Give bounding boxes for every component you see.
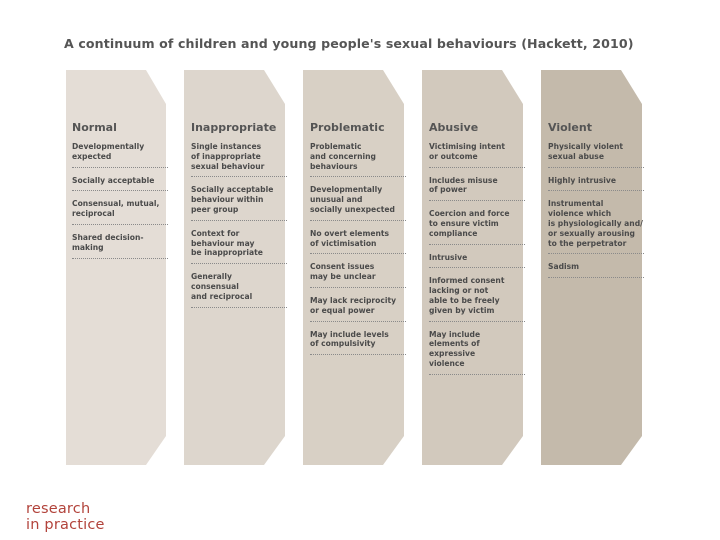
column-normal	[72, 121, 168, 267]
list-item: May lack reciprocity or equal power	[310, 296, 406, 322]
list-item: Socially acceptable behaviour within peer group	[191, 185, 287, 220]
list-item: Coercion and force to ensure victim compliance	[429, 209, 525, 244]
diagram-title: A continuum of children and young people's sexual behaviours (Hackett, 2010)	[64, 36, 634, 51]
column-heading: Inappropriate	[191, 121, 277, 134]
list-item: Victimising intent or outcome	[429, 142, 525, 168]
list-item: Consensual, mutual, reciprocal	[72, 199, 168, 225]
column-problematic	[310, 121, 406, 363]
list-item: Physically violent sexual abuse	[548, 142, 644, 168]
list-item: Sadism	[548, 262, 644, 278]
list-item: Instrumental violence which is physiologically and/ or sexually arousing to the perpetrator	[548, 199, 644, 254]
column-heading: Violent	[548, 121, 592, 134]
column-abusive	[429, 121, 525, 383]
list-item: Context for behaviour may be inappropriate	[191, 229, 287, 264]
column-inappropriate	[191, 121, 287, 316]
list-item: Includes misuse of power	[429, 176, 525, 202]
column-violent	[548, 121, 644, 286]
list-item: Intrusive	[429, 253, 525, 269]
list-item: Socially acceptable	[72, 176, 168, 192]
list-item: Consent issues may be unclear	[310, 262, 406, 288]
column-heading: Normal	[72, 121, 117, 134]
list-item: Single instances of inappropriate sexual behaviour	[191, 142, 287, 177]
list-item: No overt elements of victimisation	[310, 229, 406, 255]
list-item: Generally consensual and reciprocal	[191, 272, 287, 307]
list-item: Highly intrusive	[548, 176, 644, 192]
research-in-practice-logo: research in practice	[26, 501, 105, 533]
list-item: Developmentally unusual and socially unexpected	[310, 185, 406, 220]
list-item: Developmentally expected	[72, 142, 168, 168]
list-item: May include elements of expressive violence	[429, 330, 525, 375]
column-heading: Abusive	[429, 121, 479, 134]
list-item: Shared decision- making	[72, 233, 168, 259]
list-item: Informed consent lacking or not able to be freely given by victim	[429, 276, 525, 321]
list-item: Problematic and concerning behaviours	[310, 142, 406, 177]
list-item: May include levels of compulsivity	[310, 330, 406, 356]
column-heading: Problematic	[310, 121, 385, 134]
